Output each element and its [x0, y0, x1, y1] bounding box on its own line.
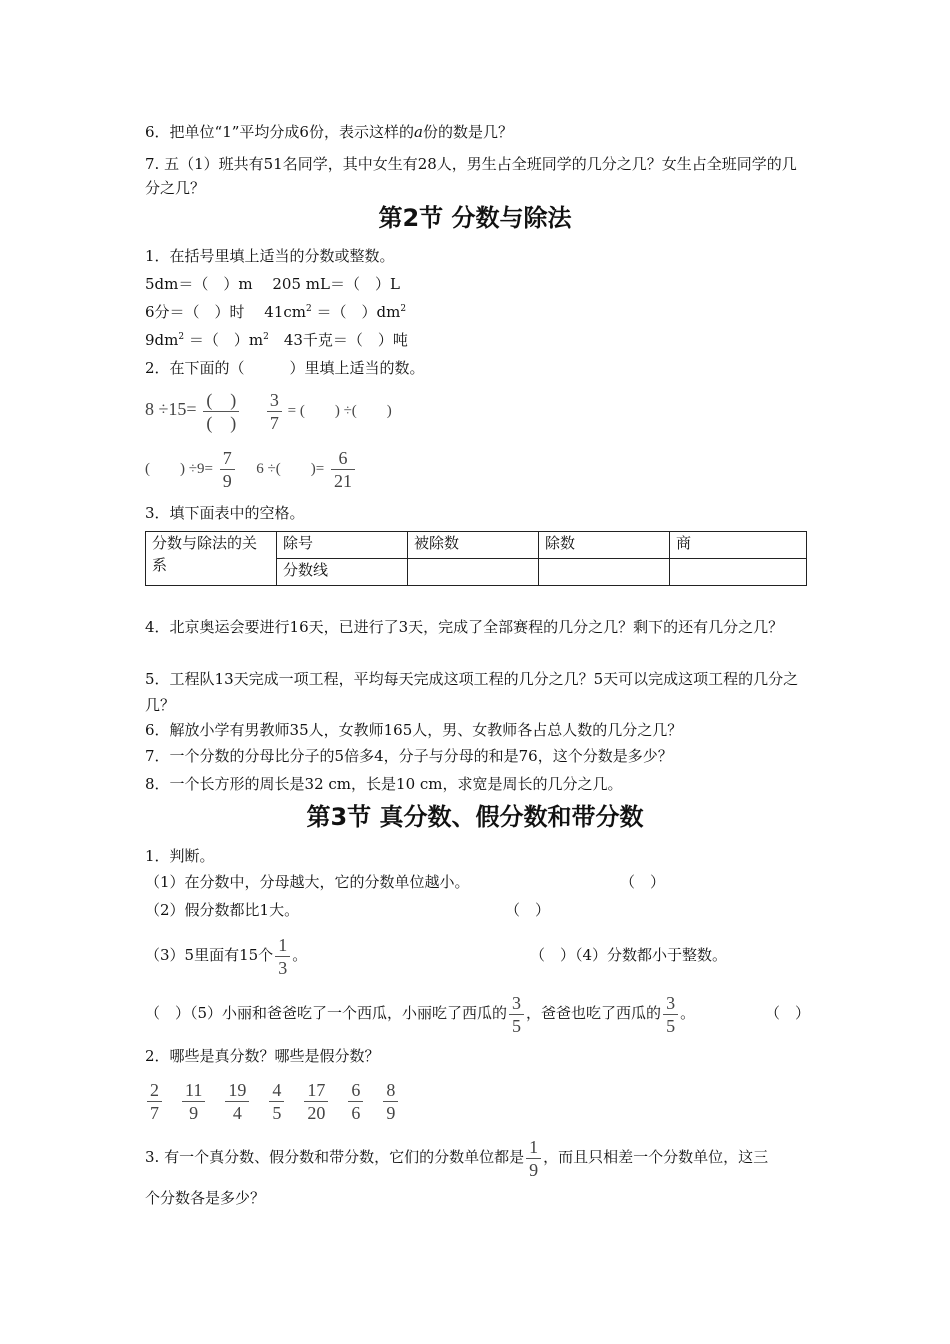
- s3-q3-text-end: ，而且只相差一个分数单位，这三: [543, 1148, 769, 1166]
- s2-q4: 4．北京奥运会要进行16天，已进行了3天，完成了全部赛程的几分之几？剩下的还有几分之几？: [145, 618, 784, 636]
- s3-j3-fraction: [275, 934, 290, 979]
- section-3-title: 第3节 真分数、假分数和带分数: [306, 803, 644, 831]
- s2-q2: 2．在下面的（ ）里填上适当的数。: [145, 359, 425, 377]
- section-2-title: 第2节 分数与除法: [378, 204, 572, 232]
- s3-q3-line2: 个分数各是多少？: [145, 1189, 266, 1207]
- s1-q7: 7. 五（1）班共有51名同学，其中女生有28人，男生占全班同学的几分之几？女生占全班同学的几分之几？: [145, 155, 797, 197]
- s3-j3-answer: （ ）（4）分数都小于整数。: [530, 946, 728, 964]
- s3-j3-end: 。: [292, 946, 308, 964]
- s3-q3: [145, 1134, 768, 1181]
- fraction-denominator: 9: [189, 1102, 199, 1123]
- s3-j5-fraction-1: [509, 992, 524, 1037]
- fraction-numerator: 3: [666, 992, 676, 1013]
- fraction-numerator: 3: [269, 389, 279, 410]
- fraction-numerator: 6: [351, 1079, 361, 1100]
- fraction-denominator: 6: [351, 1102, 361, 1123]
- s2-q1-line3-b: ＝（ ）m: [184, 331, 264, 349]
- fraction-item: [304, 1079, 328, 1124]
- s2-q1-line3-sup2: 2: [263, 332, 269, 342]
- s3-j2: （2）假分数都比1大。: [145, 901, 300, 919]
- fraction-item: [348, 1079, 363, 1124]
- s1-q6-text-end: 份的数是几？: [422, 123, 513, 141]
- fraction-numerator: 11: [185, 1079, 203, 1100]
- table-cell: [670, 559, 807, 586]
- fraction-item: [383, 1079, 398, 1124]
- s2-q2-d-prefix: 6 ÷( )=: [256, 461, 325, 477]
- s2-q1: 1．在括号里填上适当的分数或整数。: [145, 247, 395, 265]
- fraction-numerator: 2: [150, 1079, 159, 1100]
- s2-q1-line2-sup: 2: [306, 304, 312, 314]
- s3-q3-fraction: [526, 1136, 541, 1181]
- fraction-denominator: 20: [307, 1102, 326, 1123]
- s3-q2-fraction-list: [145, 1074, 416, 1126]
- fraction-denominator: 7: [150, 1102, 159, 1123]
- fraction-denominator: 9: [222, 470, 232, 491]
- fraction-denominator: 9: [529, 1159, 539, 1180]
- s2-q2-b-fraction: [267, 389, 282, 434]
- fraction-denominator: ( ): [206, 412, 237, 433]
- s2-q2-row1: [145, 386, 392, 434]
- table-cell: 被除数: [408, 532, 539, 559]
- table-cell: [539, 559, 670, 586]
- fraction-numerator: 7: [222, 447, 232, 468]
- s2-q1-line2-a: 6分＝（ ）时 41cm: [145, 303, 307, 321]
- fraction-item: [225, 1079, 249, 1124]
- fraction-item: [147, 1079, 162, 1124]
- s3-q1: 1．判断。: [145, 847, 215, 865]
- s2-q6: 6．解放小学有男教师35人，女教师165人，男、女教师各占总人数的几分之几？: [145, 721, 683, 739]
- fraction-numerator: 1: [278, 934, 288, 955]
- s3-j3: [145, 932, 307, 979]
- s2-q1-line3-c: 43千克＝（ ）吨: [268, 331, 408, 349]
- s3-j1-answer: （ ）: [620, 873, 666, 891]
- s2-q2-c-fraction: [220, 447, 235, 492]
- s2-q1-line3-sup: 2: [178, 332, 185, 342]
- fraction-denominator: 5: [272, 1102, 282, 1123]
- s3-j5-fraction-2: [663, 992, 678, 1037]
- fraction-denominator: 5: [512, 1015, 522, 1036]
- s3-q2: 2．哪些是真分数？哪些是假分数？: [145, 1047, 380, 1065]
- fraction-numerator: 1: [529, 1136, 539, 1157]
- s2-q2-c-prefix: ( ) ÷9=: [145, 461, 213, 477]
- s3-j5-text: （ ）（5）小丽和爸爸吃了一个西瓜，小丽吃了西瓜的: [145, 1004, 508, 1022]
- fraction-denominator: 4: [232, 1102, 242, 1123]
- fraction-numerator: 8: [386, 1079, 396, 1100]
- s3-q3-text: 3. 有一个真分数、假分数和带分数，它们的分数单位都是: [145, 1148, 525, 1166]
- s3-j5: [145, 990, 695, 1037]
- s1-q6-text: 6．把单位“1”平均分成6份，表示这样的: [145, 123, 414, 141]
- s2-q2-d-fraction: [331, 447, 355, 492]
- s2-q1-line3-a: 9dm: [145, 331, 179, 349]
- fraction-denominator: 5: [666, 1015, 676, 1036]
- s3-j2-answer: （ ）: [505, 901, 551, 919]
- table-cell: 除数: [539, 532, 670, 559]
- s3-j5-mid: ，爸爸也吃了西瓜的: [526, 1004, 662, 1022]
- s3-j1: （1）在分数中，分母越大，它的分数单位越小。: [145, 873, 470, 891]
- fraction-item: [182, 1079, 205, 1124]
- fraction-denominator: 9: [386, 1102, 396, 1123]
- s2-q2-a-fraction: [203, 389, 239, 434]
- s3-j5-end: 。: [680, 1004, 696, 1022]
- fraction-numerator: 4: [272, 1079, 282, 1100]
- s3-j5-answer: （ ）: [765, 1004, 811, 1022]
- s1-q6: [145, 122, 513, 142]
- fraction-numerator: 6: [338, 447, 348, 468]
- table-cell: 分数线: [277, 559, 408, 586]
- fraction-denominator: 7: [269, 412, 279, 433]
- s2-q5: 5．工程队13天完成一项工程，平均每天完成这项工程的几分之几？5天可以完成这项工程的几分之几？: [145, 670, 799, 714]
- s2-q1-line1: 5dm＝（ ）m 205 mL＝（ ）L: [145, 275, 400, 293]
- s2-q1-line2-sup2: 2: [400, 304, 407, 314]
- s2-q3: 3．填下面表中的空格。: [145, 504, 305, 522]
- fraction-denominator: 3: [278, 957, 288, 978]
- table-cell: 商: [670, 532, 807, 559]
- s2-q2-row2: [145, 445, 357, 492]
- fraction-division-table: [145, 531, 807, 586]
- fraction-denominator: 21: [334, 470, 352, 491]
- s2-q1-line2-b: ＝（ ）dm: [311, 303, 401, 321]
- fraction-numerator: 3: [512, 992, 522, 1013]
- table-row-header: 分数与除法的关系: [146, 532, 277, 586]
- fraction-numerator: 19: [228, 1079, 247, 1100]
- s1-q6-var: a: [413, 123, 423, 141]
- table-cell: [408, 559, 539, 586]
- s2-q7: 7．一个分数的分母比分子的5倍多4，分子与分母的和是76，这个分数是多少？: [145, 747, 673, 765]
- fraction-numerator: 17: [307, 1079, 326, 1100]
- s2-q2-b-suffix: = ( ) ÷( ): [283, 403, 392, 419]
- s3-j3-text: （3）5里面有15个: [145, 946, 274, 964]
- fraction-item: [269, 1079, 284, 1124]
- fraction-numerator: ( ): [206, 389, 237, 410]
- s2-q8: 8．一个长方形的周长是32 cm，长是10 cm，求宽是周长的几分之几。: [145, 775, 623, 793]
- table-cell: 除号: [277, 532, 408, 559]
- s2-q2-a-prefix: 8 ÷15=: [145, 399, 197, 419]
- s2-q1-line3: [145, 330, 408, 350]
- s2-q1-line2: [145, 302, 406, 322]
